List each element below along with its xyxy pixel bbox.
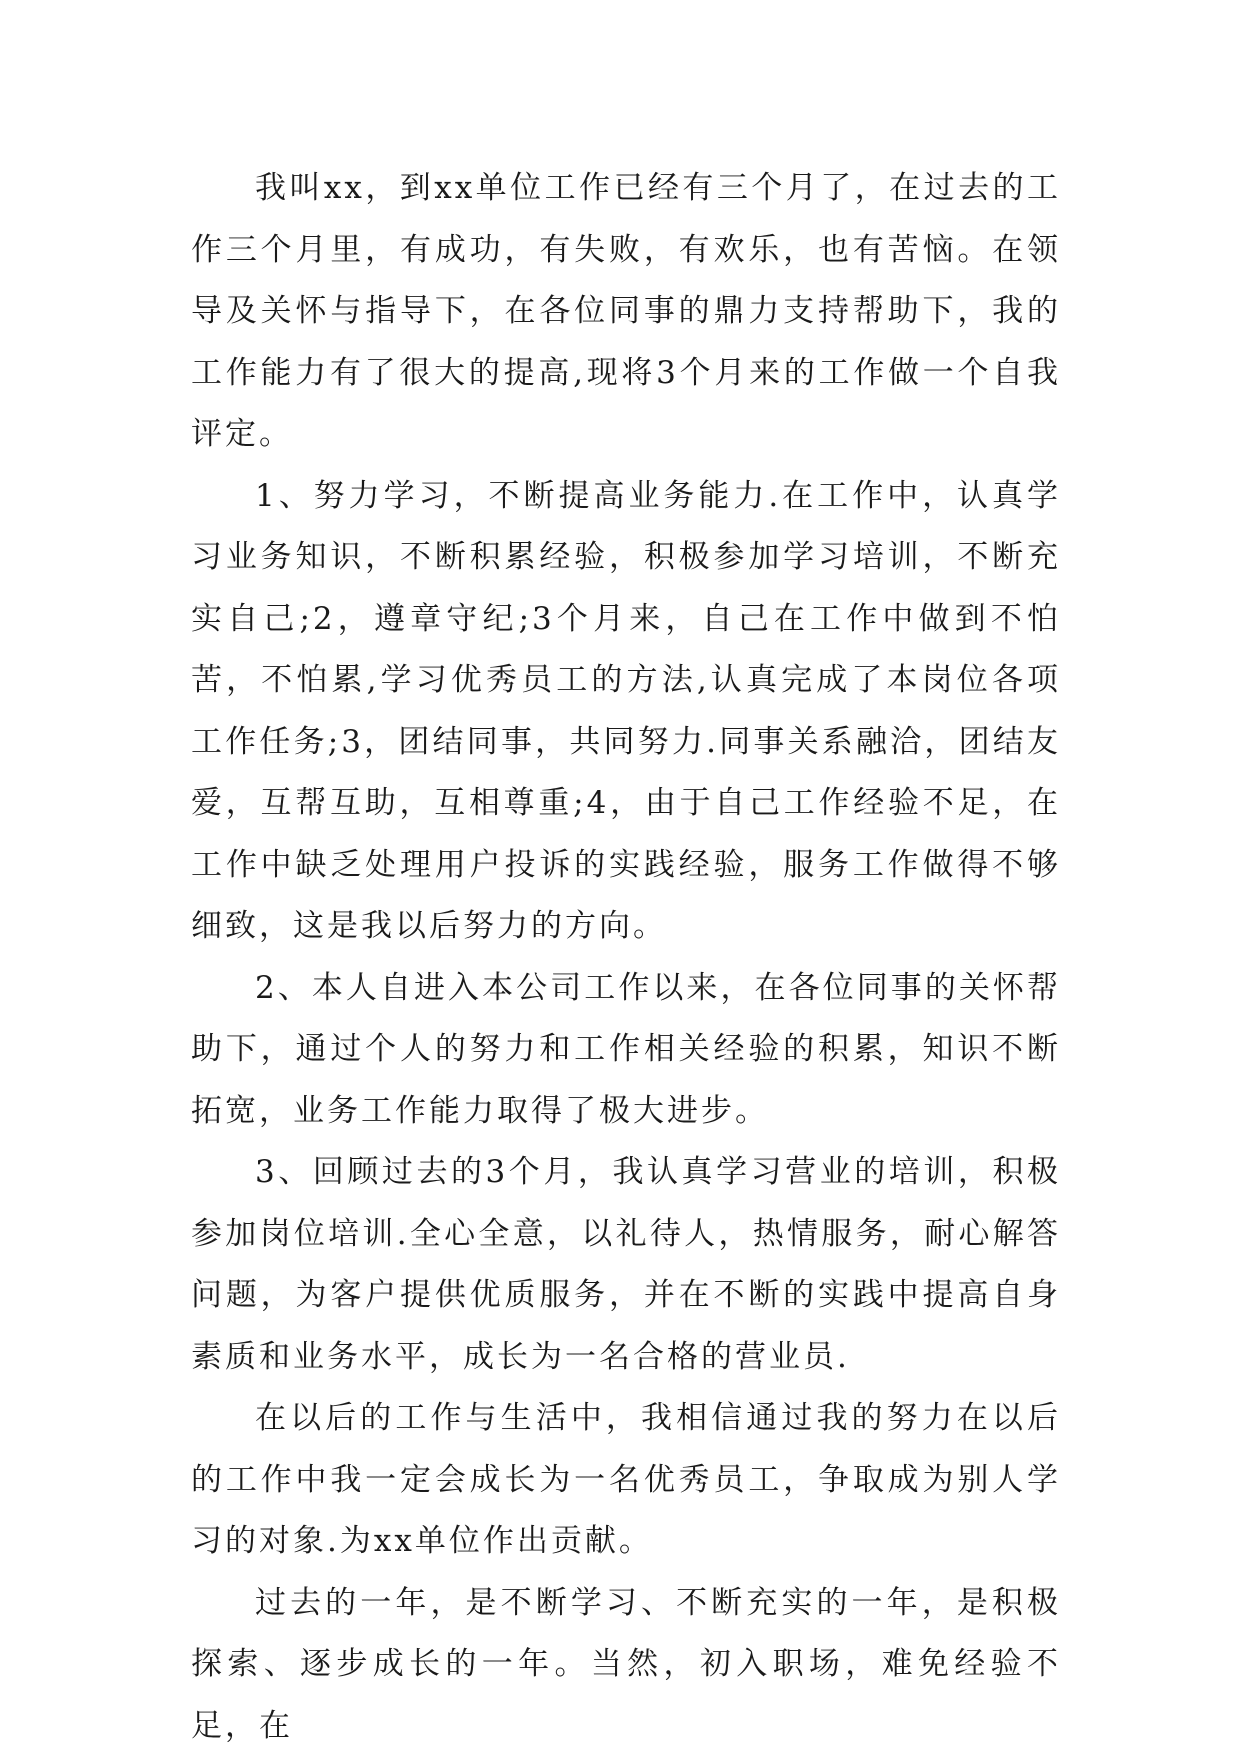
paragraph-point-3: 3、回顾过去的3个月，我认真学习营业的培训，积极参加岗位培训.全心全意，以礼待人，热情服务，耐心解答问题，为客户提供优质服务，并在不断的实践中提高自身素质和业务水平，成长为一名合格的营业员. (191, 1142, 1061, 1388)
document-body (191, 158, 1061, 1757)
paragraph-intro: 我叫xx，到xx单位工作已经有三个月了，在过去的工作三个月里，有成功，有失败，有欢乐，也有苦恼。在领导及关怀与指导下，在各位同事的鼎力支持帮助下，我的工作能力有了很大的提高,现将3个月来的工作做一个自我评定。 (191, 158, 1061, 466)
paragraph-point-1: 1、努力学习，不断提高业务能力.在工作中，认真学习业务知识，不断积累经验，积极参加学习培训，不断充实自己;2，遵章守纪;3个月来，自己在工作中做到不怕苦，不怕累,学习优秀员工的方法,认真完成了本岗位各项工作任务;3，团结同事，共同努力.同事关系融洽，团结友爱，互帮互助，互相尊重;4，由于自己工作经验不足，在工作中缺乏处理用户投诉的实践经验，服务工作做得不够细致，这是我以后努力的方向。 (191, 466, 1061, 958)
paragraph-point-2: 2、本人自进入本公司工作以来，在各位同事的关怀帮助下，通过个人的努力和工作相关经验的积累，知识不断拓宽，业务工作能力取得了极大进步。 (191, 958, 1061, 1143)
paragraph-past-year: 过去的一年，是不断学习、不断充实的一年，是积极探索、逐步成长的一年。当然，初入职场，难免经验不足，在 (191, 1573, 1061, 1757)
paragraph-future: 在以后的工作与生活中，我相信通过我的努力在以后的工作中我一定会成长为一名优秀员工，争取成为别人学习的对象.为xx单位作出贡献。 (191, 1388, 1061, 1573)
